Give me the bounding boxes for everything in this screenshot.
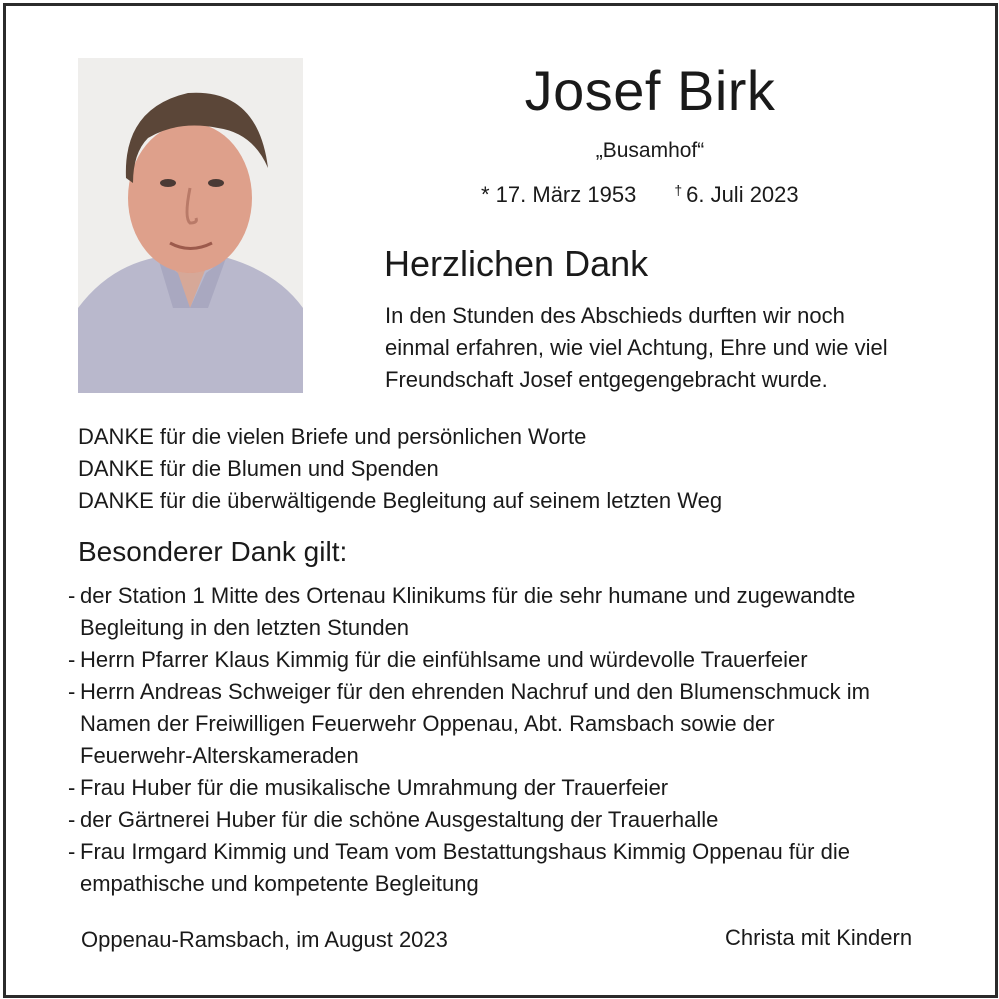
danke-line: DANKE für die überwältigende Begleitung auf seinem letzten Weg: [78, 488, 723, 513]
cross-icon: †: [674, 182, 683, 198]
deceased-name: Josef Birk: [524, 59, 776, 122]
place-and-date: Oppenau-Ramsbach, im August 2023: [81, 927, 448, 952]
special-thanks-item: - der Station 1 Mitte des Ortenau Klinikums für die sehr humane und zugewandte Begleitung in den letzten Stunden: [68, 583, 856, 640]
intro-line: Freundschaft Josef entgegengebracht wurde.: [385, 367, 828, 392]
special-thanks-heading: Besonderer Dank gilt:: [78, 536, 348, 567]
thanks-heading: Herzlichen Dank: [384, 243, 649, 284]
danke-line: DANKE für die Blumen und Spenden: [78, 456, 439, 481]
birth-date: * 17. März 1953: [481, 182, 637, 207]
special-thanks-item: - Frau Huber für die musikalische Umrahmung der Trauerfeier: [68, 775, 669, 800]
thanks-intro: [385, 300, 965, 396]
intro-line: In den Stunden des Abschieds durften wir noch: [385, 303, 845, 328]
nickname: „Busamhof“: [595, 139, 705, 162]
intro-line: einmal erfahren, wie viel Achtung, Ehre und wie viel: [385, 335, 888, 360]
special-thanks-item: - Herrn Andreas Schweiger für den ehrenden Nachruf und den Blumenschmuck im Namen der Freiwilligen Feuerwehr Oppenau, Abt. Ramsbach sowie der Feuerwehr-Alterskameraden: [68, 679, 870, 768]
signature: Christa mit Kindern: [725, 925, 913, 950]
life-dates: [481, 182, 799, 208]
danke-line: DANKE für die vielen Briefe und persönlichen Worte: [78, 424, 587, 449]
special-thanks-item: - der Gärtnerei Huber für die schöne Ausgestaltung der Trauerhalle: [68, 807, 719, 832]
death-date: † 6. Juli 2023: [674, 182, 799, 207]
special-thanks-item: - Frau Irmgard Kimmig und Team vom Bestattungshaus Kimmig Oppenau für die empathische und kompetente Begleitung: [68, 839, 850, 896]
special-thanks-item: - Herrn Pfarrer Klaus Kimmig für die einfühlsame und würdevolle Trauerfeier: [68, 647, 808, 672]
